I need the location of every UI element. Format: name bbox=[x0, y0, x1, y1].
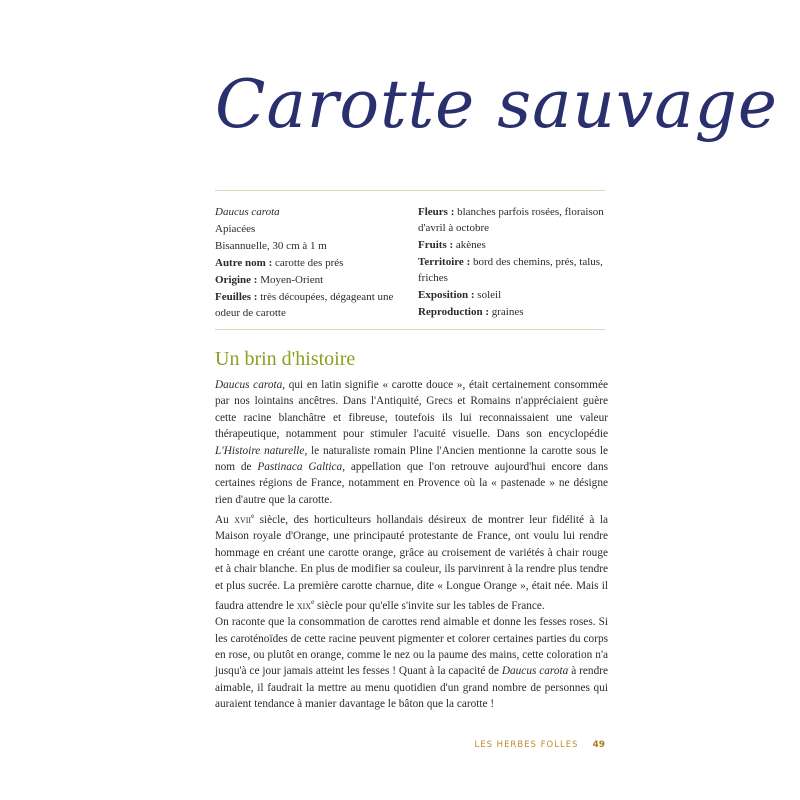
facts-left-column bbox=[215, 204, 400, 322]
territory bbox=[418, 254, 608, 286]
page-footer bbox=[474, 740, 605, 750]
origin-value: Moyen-Orient bbox=[257, 274, 324, 286]
reproduction bbox=[418, 304, 608, 320]
other-name-value: carotte des prés bbox=[272, 257, 344, 269]
p3-text-b: à rendre aimable, il faudrait la mettre au menu quotidien d'un grand nombre de personnes qui auraient tendance à manier davantage le bâton que la carotte ! bbox=[215, 665, 608, 711]
leaves bbox=[215, 289, 400, 321]
latin-name bbox=[215, 204, 400, 220]
origin bbox=[215, 272, 400, 288]
cycle: Bisannuelle, 30 cm à 1 m bbox=[215, 240, 327, 252]
fruits bbox=[418, 237, 608, 253]
p2-text-b: siècle, des horticulteurs hollandais désireux de montrer leur fidélité à la Maison royale d'Orange, une principauté protestante de France, ont voulu lui rendre hommage en créant une carotte orange, grâce au croisement de variétés à chair rouge et à chair blanche. En plus de modifier sa couleur, ils parvinrent à la rendre plus tendre et plus sucrée. La première carotte charnue, dite « Longue Orange », était née. Mais il faudra attendre le bbox=[215, 514, 608, 612]
flowers bbox=[418, 204, 608, 236]
p2-century-2-sup: e bbox=[311, 598, 315, 607]
page-title: Carotte sauvage bbox=[215, 66, 778, 143]
other-name-label: Autre nom : bbox=[215, 257, 273, 269]
exposure-label: Exposition : bbox=[418, 289, 475, 302]
p2-century-1-sup: e bbox=[251, 512, 255, 521]
reproduction-value: graines bbox=[489, 306, 524, 319]
p1-book-title: L'Histoire naturelle bbox=[215, 444, 305, 457]
p2-century-2: xix bbox=[296, 599, 312, 612]
p2-century-1: xvii bbox=[234, 514, 252, 527]
origin-label: Origine : bbox=[215, 274, 258, 286]
p1-old-name: Pastinaca Galtica bbox=[257, 461, 343, 474]
paragraph-1 bbox=[215, 377, 608, 508]
fruits-label: Fruits : bbox=[418, 239, 454, 252]
p2-text-a: Au bbox=[215, 514, 235, 527]
facts-right-column bbox=[418, 204, 608, 321]
exposure bbox=[418, 287, 608, 303]
exposure-value: soleil bbox=[474, 289, 502, 302]
paragraph-3 bbox=[215, 614, 608, 712]
p2-text-c: siècle pour qu'elle s'invite sur les tables de France. bbox=[314, 599, 545, 612]
flowers-label: Fleurs : bbox=[418, 206, 455, 218]
latin-name-text: Daucus carota bbox=[215, 206, 280, 218]
p3-text-a: On raconte que la consommation de carottes rend aimable et donne les fesses roses. Si les caroténoïdes de cette racine peuvent pigmenter et colorer certaines parties du corps en rose, ou plutôt en orange, comme le nez ou la paume des mains, cette coloration n'a jusqu'à ce jour jamais atteint les fesses ! Quant à la capacité de bbox=[215, 616, 608, 678]
family: Apiacées bbox=[215, 223, 256, 235]
paragraph-2 bbox=[215, 508, 608, 614]
p1-text-b: , le naturaliste romain Pline l'Ancien mentionne la carotte sous le nom de bbox=[215, 444, 608, 474]
top-divider bbox=[215, 190, 605, 191]
page-number: 49 bbox=[592, 740, 605, 750]
territory-label: Territoire : bbox=[418, 256, 471, 269]
flowers-value: blanches parfois rosées, floraison d'avril à octobre bbox=[418, 206, 604, 235]
leaves-value: très découpées, dégageant une odeur de carotte bbox=[215, 291, 394, 320]
reproduction-label: Reproduction : bbox=[418, 306, 489, 319]
p1-text-c: , appellation que l'on retrouve aujourd'hui encore dans certaines régions de France, notamment en Provence où la « pastenade » ne désigne rien d'autre que la carotte. bbox=[215, 461, 608, 506]
p1-latin: Daucus carota bbox=[215, 379, 283, 391]
section-title: Un brin d'histoire bbox=[215, 348, 356, 370]
fruits-value: akènes bbox=[453, 239, 486, 252]
p3-latin: Daucus carota bbox=[501, 665, 569, 678]
book-title: LES HERBES FOLLES bbox=[474, 740, 579, 750]
other-name bbox=[215, 255, 400, 271]
leaves-label: Feuilles : bbox=[215, 291, 258, 303]
bottom-divider bbox=[215, 329, 605, 330]
territory-value: bord des chemins, prés, talus, friches bbox=[418, 256, 603, 285]
body-text bbox=[215, 377, 608, 713]
p1-text-a: , qui en latin signifie « carotte douce », était certainement consommée par nos lointains ancêtres. Dans l'Antiquité, Grecs et Romains n'appréciaient guère cette racine blanchâtre et fibreuse, toutefois ils lui reconnaissaient une valeur thérapeutique, notamment pour stimuler l'acuité visuelle. Dans son encyclopédie bbox=[215, 379, 609, 441]
